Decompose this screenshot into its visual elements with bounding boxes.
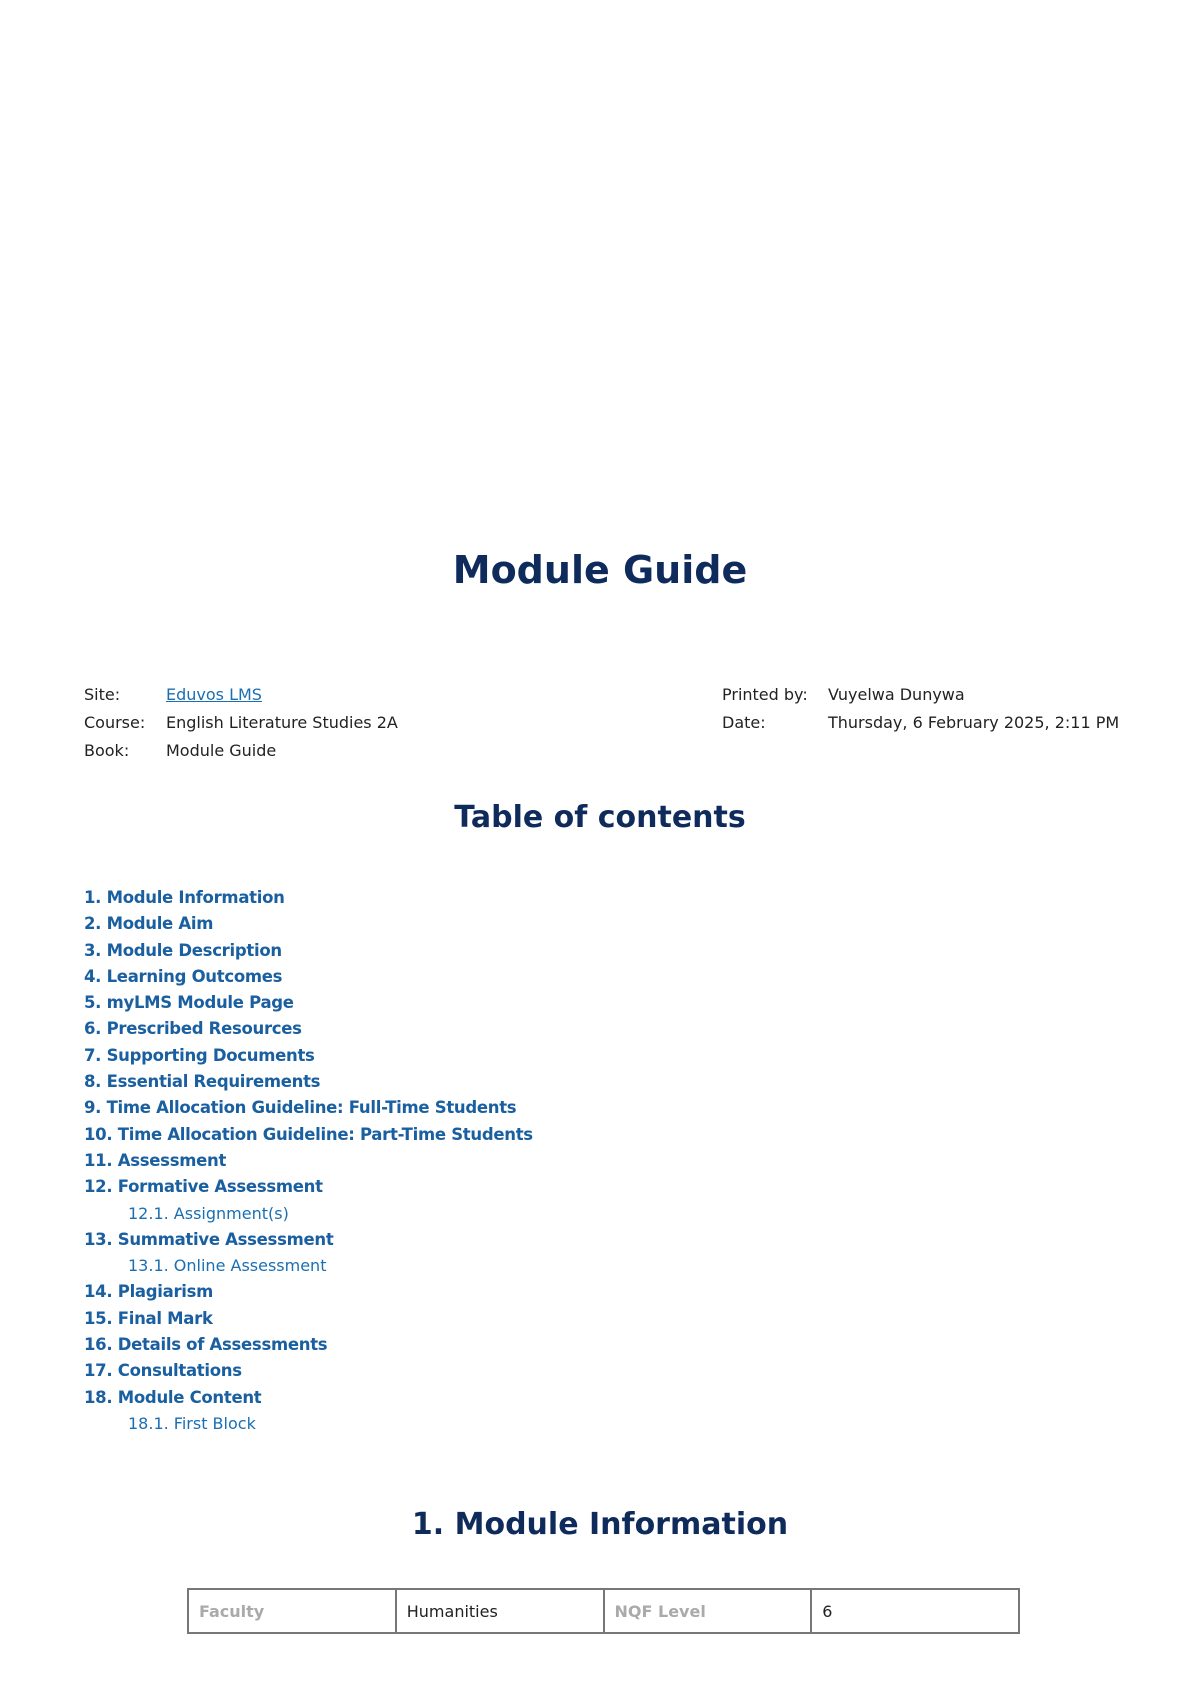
meta-key: Printed by:: [722, 684, 808, 704]
site-link[interactable]: Eduvos LMS: [166, 684, 262, 704]
table-label-cell: NQF Level: [604, 1589, 812, 1633]
meta-row-course: [84, 708, 398, 736]
toc-subitem[interactable]: 13.1. Online Assessment: [128, 1256, 327, 1276]
meta-row-printed-by: [722, 680, 1119, 708]
toc-item[interactable]: 13. Summative Assessment: [84, 1229, 334, 1249]
section-heading: 1. Module Information: [411, 1507, 789, 1542]
meta-key: Site:: [84, 684, 121, 704]
document-title: Module Guide: [452, 548, 748, 592]
module-info-table: [187, 1588, 1020, 1634]
toc-item[interactable]: 14. Plagiarism: [84, 1282, 214, 1302]
toc-item[interactable]: 18. Module Content: [84, 1387, 262, 1407]
toc-item[interactable]: 2. Module Aim: [84, 914, 214, 934]
meta-value: Module Guide: [166, 740, 277, 760]
book-meta-right: [722, 680, 1119, 736]
meta-value: Thursday, 6 February 2025, 2:11 PM: [828, 712, 1120, 732]
toc-item[interactable]: 1. Module Information: [84, 888, 285, 907]
toc-subitem[interactable]: 12.1. Assignment(s): [128, 1203, 289, 1223]
meta-row-date: [722, 708, 1119, 736]
toc-item[interactable]: 10. Time Allocation Guideline: Part-Time Students: [84, 1124, 533, 1144]
meta-key: Course:: [84, 712, 146, 732]
meta-value: Vuyelwa Dunywa: [828, 684, 965, 704]
meta-key: Date:: [722, 712, 766, 732]
meta-row-site: [84, 680, 398, 708]
meta-row-book: [84, 736, 398, 764]
meta-value: English Literature Studies 2A: [166, 712, 398, 732]
toc-item[interactable]: 15. Final Mark: [84, 1308, 213, 1328]
toc-item[interactable]: 4. Learning Outcomes: [84, 966, 283, 986]
table-row: [188, 1589, 1019, 1633]
toc-item[interactable]: 11. Assessment: [84, 1150, 227, 1170]
toc-item[interactable]: 5. myLMS Module Page: [84, 993, 294, 1013]
toc-heading: Table of contents: [454, 800, 746, 835]
table-label-cell: Faculty: [188, 1589, 396, 1633]
toc-item[interactable]: 7. Supporting Documents: [84, 1045, 315, 1065]
toc-item[interactable]: 16. Details of Assessments: [84, 1335, 328, 1355]
table-of-contents: [84, 885, 533, 1437]
toc-item[interactable]: 17. Consultations: [84, 1361, 242, 1381]
meta-key: Book:: [84, 740, 130, 760]
toc-item[interactable]: 12. Formative Assessment: [84, 1177, 323, 1197]
table-value-cell: 6: [811, 1589, 1019, 1633]
toc-subitem[interactable]: 18.1. First Block: [128, 1413, 256, 1433]
toc-item[interactable]: 9. Time Allocation Guideline: Full-Time Students: [84, 1098, 517, 1118]
table-value-cell: Humanities: [396, 1589, 604, 1633]
toc-item[interactable]: 3. Module Description: [84, 940, 282, 960]
toc-item[interactable]: 6. Prescribed Resources: [84, 1019, 302, 1039]
toc-item[interactable]: 8. Essential Requirements: [84, 1072, 321, 1092]
book-meta-left: [84, 680, 398, 764]
